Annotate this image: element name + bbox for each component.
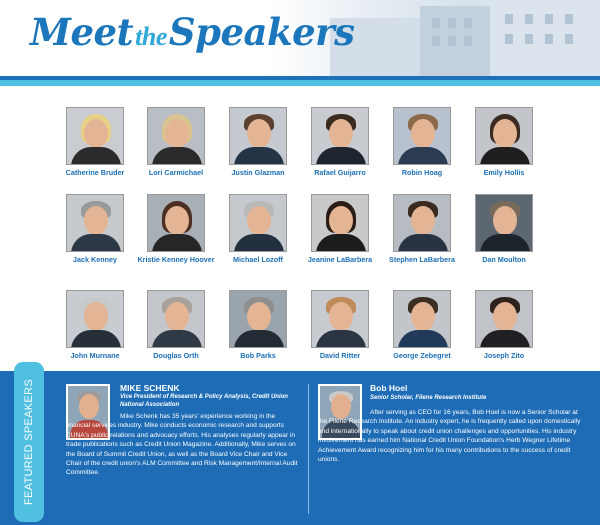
speaker-card [456, 290, 552, 361]
featured-speaker-role: Senior Scholar, Filene Research Institute [370, 395, 487, 401]
window-graphic [545, 34, 553, 44]
featured-speaker-bio: Mike Schenk has 35 years' experience working in the financial services industry. Mike conducts economic research and supports CUNA's public relations and advocacy efforts. His analyses regularly appear in trade publications such as Credit Union Magazine. Additionally, Mike serves on the Board of Summit Credit Union, as well as the Board Vice Chair and Vice Chair of the credit union's ALM Committee and Risk Management/Internal Audit Committee. [66, 413, 298, 477]
window-graphic [448, 18, 456, 28]
featured-speaker-role: Vice President of Research & Policy Analysis, Credit Union National Association [120, 394, 288, 408]
speaker-photo [475, 290, 533, 348]
speaker-photo [475, 107, 533, 165]
speaker-card [456, 107, 552, 178]
speaker-photo [229, 290, 287, 348]
speaker-name: Rafael Guijarro [314, 168, 366, 177]
speaker-photo [311, 194, 369, 252]
featured-speaker-name: MIKE SCHENK [120, 383, 180, 393]
speaker-photo [393, 107, 451, 165]
speaker-name: George Zebegret [393, 351, 451, 360]
featured-speakers-label: FEATURED SPEAKERS [23, 379, 35, 505]
window-graphic [525, 34, 533, 44]
window-graphic [505, 14, 513, 24]
speaker-name: Joseph Zito [483, 351, 525, 360]
speaker-name: Stephen LaBarbera [389, 255, 455, 264]
speaker-photo [66, 107, 124, 165]
speaker-photo [229, 107, 287, 165]
speaker-photo [66, 290, 124, 348]
speaker-photo [229, 194, 287, 252]
speaker-name: Kristie Kenney Hoover [137, 255, 215, 264]
featured-speaker-bio: After serving as CEO for 16 years, Bob Hoel is now a Senior Scholar at the Filene Research Institute. An industry expert, he is frequently called upon domestically and internationally to speak about credit union challenges and opportunities. His industry involvement has earned him National Credit Union Foundation's Herb Wegner Lifetime Achievement Award recognizing him for his many contributions to the success of credit unions. [318, 409, 581, 464]
featured-speaker-name: Bob Hoel [370, 383, 408, 393]
speaker-name: Emily Hollis [483, 168, 525, 177]
window-graphic [432, 36, 440, 46]
speaker-name: Justin Glazman [231, 168, 285, 177]
speaker-photo [393, 194, 451, 252]
speaker-photo [393, 290, 451, 348]
window-graphic [565, 14, 573, 24]
speaker-name: John Murnane [70, 351, 120, 360]
window-graphic [464, 36, 472, 46]
speaker-name: Jack Kenney [73, 255, 117, 264]
speaker-name: Douglas Orth [153, 351, 199, 360]
speaker-name: Catherine Bruder [65, 168, 125, 177]
speaker-name: David Ritter [319, 351, 361, 360]
speaker-name: Michael Lozoff [233, 255, 283, 264]
window-graphic [432, 18, 440, 28]
title-word-speakers: Speakers [168, 10, 355, 54]
window-graphic [545, 14, 553, 24]
speaker-photo [147, 107, 205, 165]
speaker-photo [475, 194, 533, 252]
speaker-name: Lori Carmichael [148, 168, 204, 177]
featured-divider [308, 384, 309, 514]
window-graphic [464, 18, 472, 28]
window-graphic [525, 14, 533, 24]
speaker-photo [147, 194, 205, 252]
window-graphic [565, 34, 573, 44]
window-graphic [448, 36, 456, 46]
speaker-name: Robin Hoag [401, 168, 443, 177]
speaker-photo [311, 290, 369, 348]
speaker-name: Jeanine LaBarbera [307, 255, 373, 264]
speaker-name: Dan Moulton [482, 255, 526, 264]
speaker-photo [66, 194, 124, 252]
header-accent-stripe [0, 80, 600, 86]
title-word-meet: Meet [30, 10, 134, 54]
speaker-photo [147, 290, 205, 348]
title-word-the: the [135, 22, 167, 51]
speaker-name: Bob Parks [240, 351, 276, 360]
window-graphic [505, 34, 513, 44]
featured-speakers-tab [14, 362, 44, 522]
speaker-photo [311, 107, 369, 165]
speaker-card [456, 194, 552, 265]
header-banner [0, 0, 600, 76]
page-title [30, 10, 354, 70]
